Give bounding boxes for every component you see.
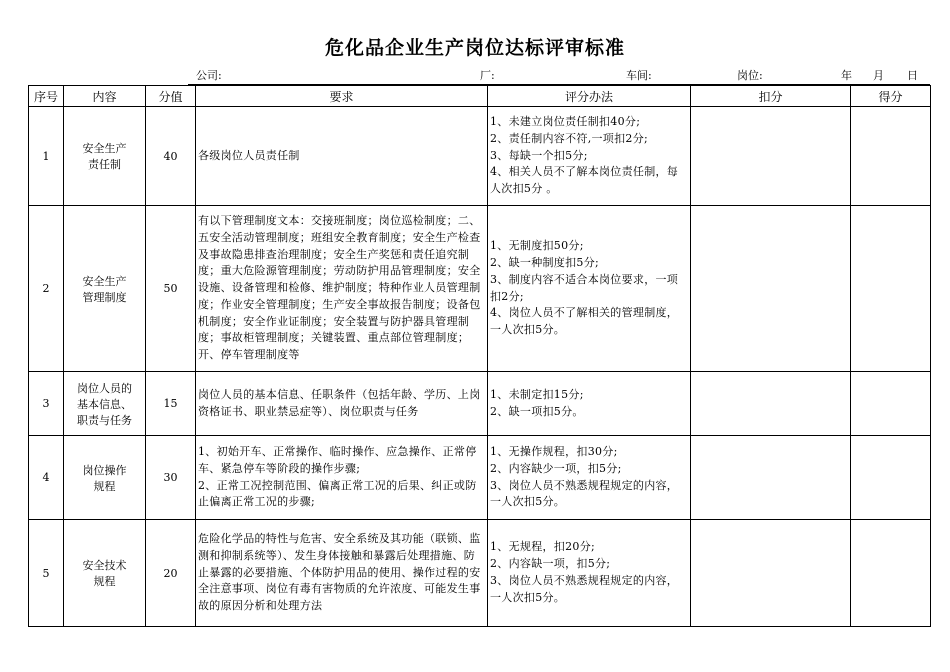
row-no: 2 [29, 206, 64, 372]
factory-label: 厂: [480, 69, 495, 82]
row-deduction-cell[interactable] [691, 107, 851, 206]
row-score: 50 [146, 206, 196, 372]
row-no: 4 [29, 436, 64, 520]
row-requirement: 有以下管理制度文本：交接班制度；岗位巡检制度；二、五安全活动管理制度；班组安全教育制度；安全生产检查及事故隐患排查治理制度；安全生产奖惩和责任追究制度；重大危险源管理制度；劳动防护用品管理制度；安全设施、设备管理和检修、维护制度；特种作业人员管理制度；作业安全管理制度；生产安全事故报告制度；设备包机制度；安全作业证制度；安全装置与防护器具管理制度；事故柜管理制度；关键装置、重点部位管理制度；开、停车管理制度等 [196, 206, 488, 372]
row-content: 安全生产 责任制 [64, 107, 146, 206]
row-result-cell[interactable] [851, 520, 931, 627]
row-score: 40 [146, 107, 196, 206]
row-method: 1、无规程，扣20分; 2、内容缺一项，扣5分; 3、岗位人员不熟悉规程规定的内容，一人次扣5分。 [488, 520, 691, 627]
table-header-row [29, 86, 931, 107]
header-content: 内容 [64, 86, 146, 107]
row-deduction-cell[interactable] [691, 372, 851, 436]
row-no: 1 [29, 107, 64, 206]
row-deduction-cell[interactable] [691, 520, 851, 627]
header-method: 评分办法 [488, 86, 691, 107]
standards-table [28, 85, 931, 627]
post-label: 岗位: [737, 69, 763, 82]
row-requirement: 岗位人员的基本信息、任职条件（包括年龄、学历、上岗资格证书、职业禁忌症等）、岗位职责与任务 [196, 372, 488, 436]
table-row [29, 520, 931, 627]
day-label: 日 [907, 69, 918, 82]
workshop-label: 车间: [626, 69, 652, 82]
row-deduction-cell[interactable] [691, 436, 851, 520]
row-method: 1、未建立岗位责任制扣40分; 2、责任制内容不符,一项扣2分; 3、每缺一个扣5分; 4、相关人员不了解本岗位责任制，每人次扣5分 。 [488, 107, 691, 206]
page-title: 危化品企业生产岗位达标评审标准 [324, 37, 625, 59]
row-score: 20 [146, 520, 196, 627]
table-row [29, 436, 931, 520]
company-label: 公司: [196, 69, 222, 82]
row-content: 岗位操作 规程 [64, 436, 146, 520]
header-no: 序号 [29, 86, 64, 107]
header-result: 得分 [851, 86, 931, 107]
row-result-cell[interactable] [851, 436, 931, 520]
row-result-cell[interactable] [851, 372, 931, 436]
row-deduction-cell[interactable] [691, 206, 851, 372]
row-method: 1、无制度扣50分; 2、缺一种制度扣5分; 3、制度内容不适合本岗位要求，一项扣2分; 4、岗位人员不了解相关的管理制度，一人次扣5分。 [488, 206, 691, 372]
year-label: 年 [841, 69, 852, 82]
row-requirement: 1、初始开车、正常操作、临时操作、应急操作、正常停车、紧急停车等阶段的操作步骤; 2、正常工况控制范围、偏离正常工况的后果、纠正或防止偏离正常工况的步骤; [196, 436, 488, 520]
row-no: 5 [29, 520, 64, 627]
row-method: 1、无操作规程，扣30分; 2、内容缺少一项，扣5分; 3、岗位人员不熟悉规程规定的内容，一人次扣5分。 [488, 436, 691, 520]
row-method: 1、未制定扣15分; 2、缺一项扣5分。 [488, 372, 691, 436]
row-result-cell[interactable] [851, 206, 931, 372]
row-content: 安全生产 管理制度 [64, 206, 146, 372]
header-score: 分值 [146, 86, 196, 107]
row-content: 岗位人员的 基本信息、 职责与任务 [64, 372, 146, 436]
table-row [29, 206, 931, 372]
header-deduction: 扣分 [691, 86, 851, 107]
row-no: 3 [29, 372, 64, 436]
month-label: 月 [873, 69, 884, 82]
header-requirement: 要求 [196, 86, 488, 107]
row-result-cell[interactable] [851, 107, 931, 206]
row-score: 30 [146, 436, 196, 520]
table-row [29, 107, 931, 206]
row-requirement: 危险化学品的特性与危害、安全系统及其功能（联锁、监测和抑制系统等）、发生身体接触和暴露后处理措施、防止暴露的必要措施、个体防护用品的使用、操作过程的安全注意事项、岗位有毒有害物质的允许浓度、可能发生事故的原因分析和处理方法 [196, 520, 488, 627]
table-row [29, 372, 931, 436]
row-content: 安全技术 规程 [64, 520, 146, 627]
row-requirement: 各级岗位人员责任制 [196, 107, 488, 206]
row-score: 15 [146, 372, 196, 436]
